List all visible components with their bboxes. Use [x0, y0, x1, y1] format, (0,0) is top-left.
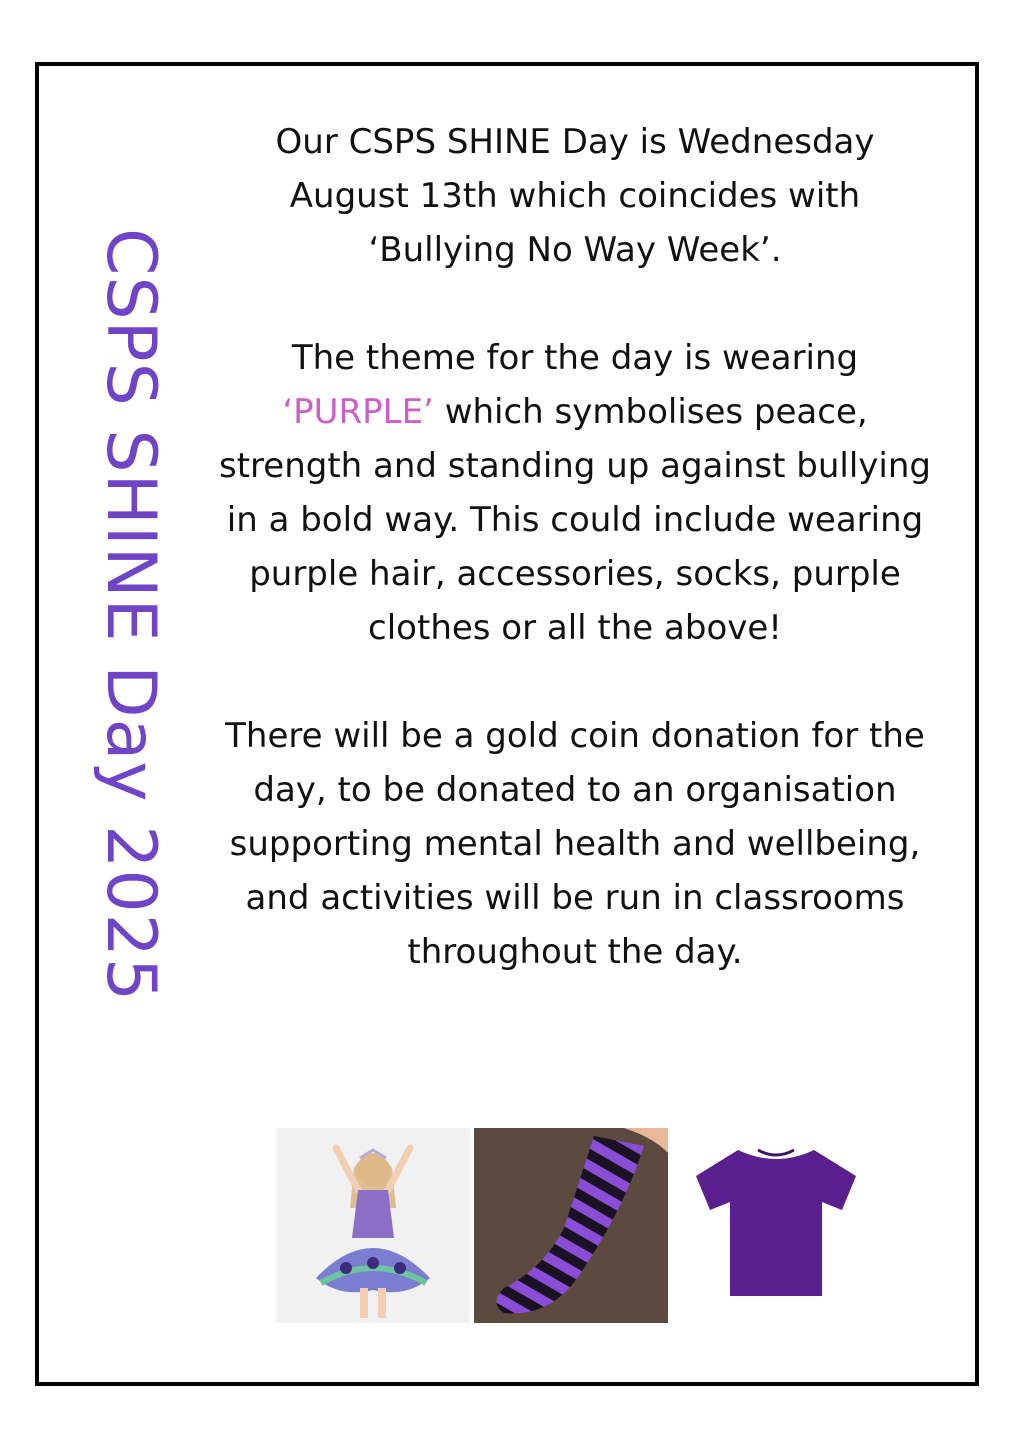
striped-sock-image	[474, 1128, 668, 1323]
image-strip	[276, 1128, 876, 1323]
purple-highlight: ‘PURPLE’	[282, 392, 434, 432]
theme-text-start: The theme for the day is wearing	[291, 338, 859, 378]
paragraph-donation: There will be a gold coin donation for the day, to be donated to an organisation supporting mental health and wellbeing, and activities will be run in classrooms throughout the day.	[225, 716, 925, 972]
side-title-container	[60, 228, 170, 1218]
theme-text-end: which symbolises peace, strength and standing up against bullying in a bold way. This could include wearing purple hair, accessories, socks, purple clothes or all the above!	[219, 392, 931, 648]
paragraph-theme	[215, 331, 935, 655]
flyer-body	[215, 115, 935, 1033]
side-title: CSPS SHINE Day 2025	[91, 228, 170, 1003]
paragraph-intro: Our CSPS SHINE Day is Wednesday August 13th which coincides with ‘Bullying No Way Week’.	[275, 122, 875, 270]
fairy-costume-image	[276, 1128, 470, 1323]
purple-tshirt-image	[676, 1128, 876, 1323]
